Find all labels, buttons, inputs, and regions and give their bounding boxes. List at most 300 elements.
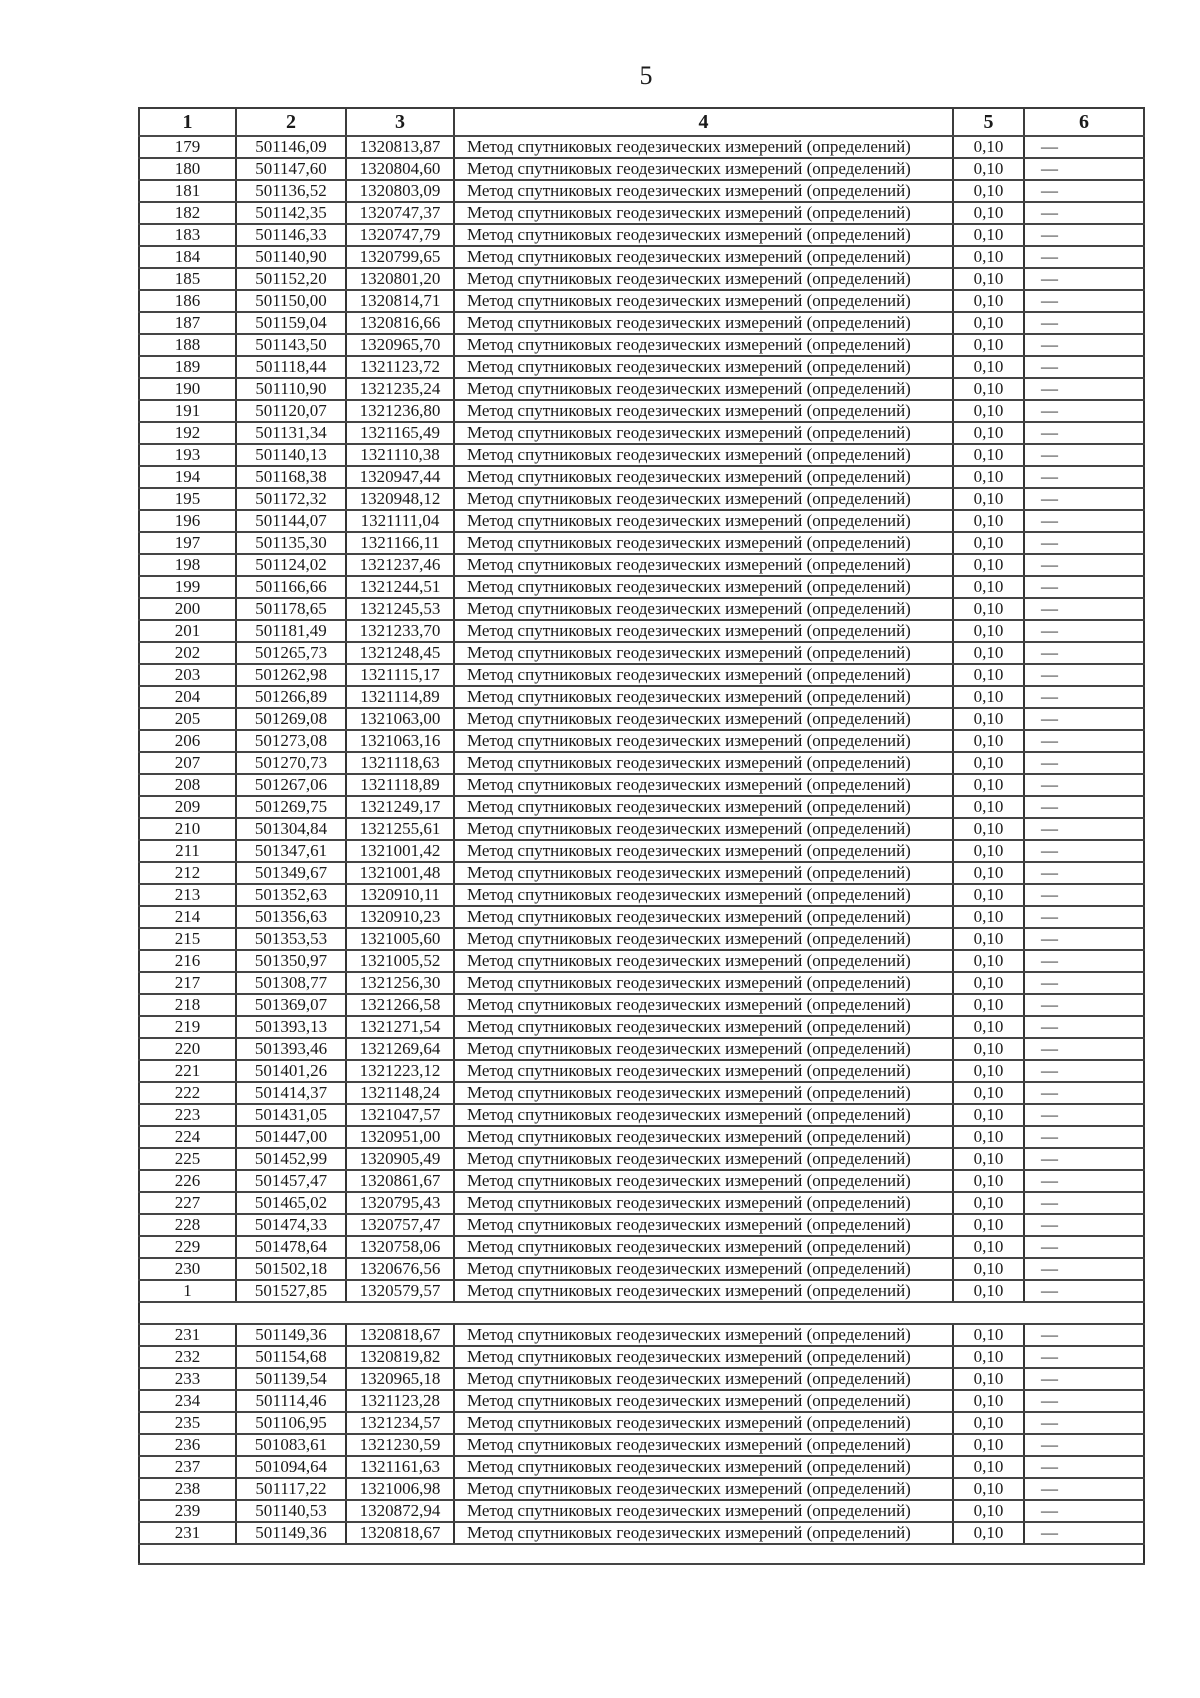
method-cell: Метод спутниковых геодезических измерений (определений) <box>454 840 953 862</box>
y-coordinate-cell: 1320905,49 <box>346 1148 454 1170</box>
table-row <box>139 1500 1144 1522</box>
y-coordinate-cell: 1320947,44 <box>346 466 454 488</box>
y-coordinate-cell: 1321001,48 <box>346 862 454 884</box>
precision-cell: 0,10 <box>953 224 1024 246</box>
dash-cell: — <box>1024 1104 1144 1126</box>
point-number-cell: 229 <box>139 1236 236 1258</box>
dash-cell: — <box>1024 1522 1144 1544</box>
method-cell: Метод спутниковых геодезических измерений (определений) <box>454 554 953 576</box>
method-cell: Метод спутниковых геодезических измерений (определений) <box>454 290 953 312</box>
y-coordinate-cell: 1320819,82 <box>346 1346 454 1368</box>
method-cell: Метод спутниковых геодезических измерений (определений) <box>454 1016 953 1038</box>
y-coordinate-cell: 1321063,16 <box>346 730 454 752</box>
x-coordinate-cell: 501349,67 <box>236 862 346 884</box>
y-coordinate-cell: 1320965,18 <box>346 1368 454 1390</box>
table-row <box>139 224 1144 246</box>
dash-cell: — <box>1024 1126 1144 1148</box>
y-coordinate-cell: 1321115,17 <box>346 664 454 686</box>
x-coordinate-cell: 501144,07 <box>236 510 346 532</box>
table-row <box>139 1148 1144 1170</box>
table-row <box>139 928 1144 950</box>
method-cell: Метод спутниковых геодезических измерений (определений) <box>454 136 953 158</box>
dash-cell: — <box>1024 752 1144 774</box>
x-coordinate-cell: 501152,20 <box>236 268 346 290</box>
x-coordinate-cell: 501146,33 <box>236 224 346 246</box>
table-row <box>139 686 1144 708</box>
precision-cell: 0,10 <box>953 1412 1024 1434</box>
point-number-cell: 201 <box>139 620 236 642</box>
point-number-cell: 218 <box>139 994 236 1016</box>
precision-cell: 0,10 <box>953 554 1024 576</box>
table-header-row <box>139 108 1144 136</box>
table-row <box>139 1478 1144 1500</box>
dash-cell: — <box>1024 554 1144 576</box>
point-number-cell: 239 <box>139 1500 236 1522</box>
x-coordinate-cell: 501352,63 <box>236 884 346 906</box>
method-cell: Метод спутниковых геодезических измерений (определений) <box>454 334 953 356</box>
method-cell: Метод спутниковых геодезических измерений (определений) <box>454 356 953 378</box>
precision-cell: 0,10 <box>953 1214 1024 1236</box>
dash-cell: — <box>1024 268 1144 290</box>
dash-cell: — <box>1024 1258 1144 1280</box>
dash-cell: — <box>1024 994 1144 1016</box>
precision-cell: 0,10 <box>953 378 1024 400</box>
y-coordinate-cell: 1321123,72 <box>346 356 454 378</box>
precision-cell: 0,10 <box>953 1236 1024 1258</box>
table-row <box>139 510 1144 532</box>
dash-cell: — <box>1024 1214 1144 1236</box>
precision-cell: 0,10 <box>953 180 1024 202</box>
dash-cell: — <box>1024 422 1144 444</box>
point-number-cell: 212 <box>139 862 236 884</box>
precision-cell: 0,10 <box>953 136 1024 158</box>
x-coordinate-cell: 501304,84 <box>236 818 346 840</box>
dash-cell: — <box>1024 1500 1144 1522</box>
dash-cell: — <box>1024 1324 1144 1346</box>
method-cell: Метод спутниковых геодезических измерений (определений) <box>454 202 953 224</box>
precision-cell: 0,10 <box>953 950 1024 972</box>
table-row <box>139 1434 1144 1456</box>
y-coordinate-cell: 1320910,11 <box>346 884 454 906</box>
method-cell: Метод спутниковых геодезических измерений (определений) <box>454 796 953 818</box>
precision-cell: 0,10 <box>953 752 1024 774</box>
point-number-cell: 199 <box>139 576 236 598</box>
table-row <box>139 1412 1144 1434</box>
dash-cell: — <box>1024 1368 1144 1390</box>
x-coordinate-cell: 501393,13 <box>236 1016 346 1038</box>
y-coordinate-cell: 1320910,23 <box>346 906 454 928</box>
precision-cell: 0,10 <box>953 1280 1024 1302</box>
precision-cell: 0,10 <box>953 268 1024 290</box>
x-coordinate-cell: 501117,22 <box>236 1478 346 1500</box>
x-coordinate-cell: 501094,64 <box>236 1456 346 1478</box>
method-cell: Метод спутниковых геодезических измерений (определений) <box>454 708 953 730</box>
y-coordinate-cell: 1320676,56 <box>346 1258 454 1280</box>
precision-cell: 0,10 <box>953 928 1024 950</box>
x-coordinate-cell: 501347,61 <box>236 840 346 862</box>
x-coordinate-cell: 501431,05 <box>236 1104 346 1126</box>
method-cell: Метод спутниковых геодезических измерений (определений) <box>454 1126 953 1148</box>
precision-cell: 0,10 <box>953 1500 1024 1522</box>
point-number-cell: 223 <box>139 1104 236 1126</box>
table-row <box>139 1192 1144 1214</box>
table-row <box>139 1016 1144 1038</box>
point-number-cell: 217 <box>139 972 236 994</box>
dash-cell: — <box>1024 532 1144 554</box>
x-coordinate-cell: 501124,02 <box>236 554 346 576</box>
precision-cell: 0,10 <box>953 1060 1024 1082</box>
method-cell: Метод спутниковых геодезических измерений (определений) <box>454 1192 953 1214</box>
point-number-cell: 234 <box>139 1390 236 1412</box>
point-number-cell: 225 <box>139 1148 236 1170</box>
method-cell: Метод спутниковых геодезических измерений (определений) <box>454 994 953 1016</box>
x-coordinate-cell: 501150,00 <box>236 290 346 312</box>
point-number-cell: 233 <box>139 1368 236 1390</box>
dash-cell: — <box>1024 202 1144 224</box>
table-row <box>139 1456 1144 1478</box>
dash-cell: — <box>1024 686 1144 708</box>
dash-cell: — <box>1024 356 1144 378</box>
y-coordinate-cell: 1320758,06 <box>346 1236 454 1258</box>
table-row <box>139 488 1144 510</box>
table-row <box>139 180 1144 202</box>
point-number-cell: 185 <box>139 268 236 290</box>
method-cell: Метод спутниковых геодезических измерений (определений) <box>454 818 953 840</box>
method-cell: Метод спутниковых геодезических измерений (определений) <box>454 730 953 752</box>
method-cell: Метод спутниковых геодезических измерений (определений) <box>454 510 953 532</box>
point-number-cell: 203 <box>139 664 236 686</box>
dash-cell: — <box>1024 664 1144 686</box>
y-coordinate-cell: 1321148,24 <box>346 1082 454 1104</box>
method-cell: Метод спутниковых геодезических измерений (определений) <box>454 576 953 598</box>
x-coordinate-cell: 501265,73 <box>236 642 346 664</box>
point-number-cell: 222 <box>139 1082 236 1104</box>
x-coordinate-cell: 501414,37 <box>236 1082 346 1104</box>
dash-cell: — <box>1024 334 1144 356</box>
point-number-cell: 219 <box>139 1016 236 1038</box>
precision-cell: 0,10 <box>953 466 1024 488</box>
column-header-1: 1 <box>139 108 236 136</box>
dash-cell: — <box>1024 312 1144 334</box>
point-number-cell: 211 <box>139 840 236 862</box>
x-coordinate-cell: 501393,46 <box>236 1038 346 1060</box>
dash-cell: — <box>1024 1478 1144 1500</box>
table-footer-empty-row <box>139 1544 1144 1564</box>
point-number-cell: 204 <box>139 686 236 708</box>
x-coordinate-cell: 501083,61 <box>236 1434 346 1456</box>
dash-cell: — <box>1024 1280 1144 1302</box>
dash-cell: — <box>1024 180 1144 202</box>
method-cell: Метод спутниковых геодезических измерений (определений) <box>454 950 953 972</box>
precision-cell: 0,10 <box>953 1192 1024 1214</box>
precision-cell: 0,10 <box>953 840 1024 862</box>
y-coordinate-cell: 1321244,51 <box>346 576 454 598</box>
point-number-cell: 227 <box>139 1192 236 1214</box>
table-row <box>139 664 1144 686</box>
precision-cell: 0,10 <box>953 906 1024 928</box>
point-number-cell: 179 <box>139 136 236 158</box>
precision-cell: 0,10 <box>953 730 1024 752</box>
method-cell: Метод спутниковых геодезических измерений (определений) <box>454 1082 953 1104</box>
dash-cell: — <box>1024 884 1144 906</box>
precision-cell: 0,10 <box>953 202 1024 224</box>
precision-cell: 0,10 <box>953 1082 1024 1104</box>
dash-cell: — <box>1024 1192 1144 1214</box>
point-number-cell: 183 <box>139 224 236 246</box>
x-coordinate-cell: 501140,13 <box>236 444 346 466</box>
x-coordinate-cell: 501136,52 <box>236 180 346 202</box>
x-coordinate-cell: 501135,30 <box>236 532 346 554</box>
precision-cell: 0,10 <box>953 1126 1024 1148</box>
dash-cell: — <box>1024 1456 1144 1478</box>
y-coordinate-cell: 1320818,67 <box>346 1522 454 1544</box>
method-cell: Метод спутниковых геодезических измерений (определений) <box>454 1280 953 1302</box>
table-row <box>139 246 1144 268</box>
method-cell: Метод спутниковых геодезических измерений (определений) <box>454 158 953 180</box>
y-coordinate-cell: 1321166,11 <box>346 532 454 554</box>
table-row <box>139 620 1144 642</box>
point-number-cell: 235 <box>139 1412 236 1434</box>
method-cell: Метод спутниковых геодезических измерений (определений) <box>454 444 953 466</box>
x-coordinate-cell: 501447,00 <box>236 1126 346 1148</box>
table-row <box>139 1258 1144 1280</box>
method-cell: Метод спутниковых геодезических измерений (определений) <box>454 906 953 928</box>
y-coordinate-cell: 1320948,12 <box>346 488 454 510</box>
method-cell: Метод спутниковых геодезических измерений (определений) <box>454 664 953 686</box>
dash-cell: — <box>1024 1390 1144 1412</box>
y-coordinate-cell: 1321248,45 <box>346 642 454 664</box>
y-coordinate-cell: 1321165,49 <box>346 422 454 444</box>
x-coordinate-cell: 501273,08 <box>236 730 346 752</box>
y-coordinate-cell: 1321005,60 <box>346 928 454 950</box>
y-coordinate-cell: 1320861,67 <box>346 1170 454 1192</box>
point-number-cell: 196 <box>139 510 236 532</box>
y-coordinate-cell: 1321249,17 <box>346 796 454 818</box>
dash-cell: — <box>1024 1038 1144 1060</box>
y-coordinate-cell: 1321047,57 <box>346 1104 454 1126</box>
method-cell: Метод спутниковых геодезических измерений (определений) <box>454 400 953 422</box>
y-coordinate-cell: 1321230,59 <box>346 1434 454 1456</box>
precision-cell: 0,10 <box>953 972 1024 994</box>
x-coordinate-cell: 501114,46 <box>236 1390 346 1412</box>
point-number-cell: 198 <box>139 554 236 576</box>
method-cell: Метод спутниковых геодезических измерений (определений) <box>454 1258 953 1280</box>
table-row <box>139 1170 1144 1192</box>
method-cell: Метод спутниковых геодезических измерений (определений) <box>454 598 953 620</box>
method-cell: Метод спутниковых геодезических измерений (определений) <box>454 1038 953 1060</box>
method-cell: Метод спутниковых геодезических измерений (определений) <box>454 1478 953 1500</box>
dash-cell: — <box>1024 444 1144 466</box>
table-row <box>139 136 1144 158</box>
table-row <box>139 862 1144 884</box>
point-number-cell: 206 <box>139 730 236 752</box>
table-row <box>139 290 1144 312</box>
point-number-cell: 231 <box>139 1522 236 1544</box>
dash-cell: — <box>1024 290 1144 312</box>
x-coordinate-cell: 501168,38 <box>236 466 346 488</box>
y-coordinate-cell: 1320872,94 <box>346 1500 454 1522</box>
point-number-cell: 197 <box>139 532 236 554</box>
table-footer-empty-row-cell <box>139 1544 1144 1564</box>
table-row <box>139 554 1144 576</box>
point-number-cell: 238 <box>139 1478 236 1500</box>
method-cell: Метод спутниковых геодезических измерений (определений) <box>454 1500 953 1522</box>
point-number-cell: 1 <box>139 1280 236 1302</box>
method-cell: Метод спутниковых геодезических измерений (определений) <box>454 1214 953 1236</box>
y-coordinate-cell: 1320757,47 <box>346 1214 454 1236</box>
point-number-cell: 195 <box>139 488 236 510</box>
method-cell: Метод спутниковых геодезических измерений (определений) <box>454 1236 953 1258</box>
dash-cell: — <box>1024 1170 1144 1192</box>
y-coordinate-cell: 1321266,58 <box>346 994 454 1016</box>
dash-cell: — <box>1024 840 1144 862</box>
table-row <box>139 532 1144 554</box>
table-row <box>139 466 1144 488</box>
x-coordinate-cell: 501106,95 <box>236 1412 346 1434</box>
y-coordinate-cell: 1321118,63 <box>346 752 454 774</box>
dash-cell: — <box>1024 642 1144 664</box>
point-number-cell: 220 <box>139 1038 236 1060</box>
precision-cell: 0,10 <box>953 1038 1024 1060</box>
y-coordinate-cell: 1321256,30 <box>346 972 454 994</box>
precision-cell: 0,10 <box>953 334 1024 356</box>
point-number-cell: 181 <box>139 180 236 202</box>
table-row <box>139 598 1144 620</box>
precision-cell: 0,10 <box>953 862 1024 884</box>
point-number-cell: 230 <box>139 1258 236 1280</box>
y-coordinate-cell: 1321123,28 <box>346 1390 454 1412</box>
dash-cell: — <box>1024 158 1144 180</box>
point-number-cell: 208 <box>139 774 236 796</box>
table-row <box>139 334 1144 356</box>
y-coordinate-cell: 1321110,38 <box>346 444 454 466</box>
table-row <box>139 1104 1144 1126</box>
precision-cell: 0,10 <box>953 312 1024 334</box>
y-coordinate-cell: 1321114,89 <box>346 686 454 708</box>
dash-cell: — <box>1024 862 1144 884</box>
point-number-cell: 232 <box>139 1346 236 1368</box>
y-coordinate-cell: 1320804,60 <box>346 158 454 180</box>
precision-cell: 0,10 <box>953 400 1024 422</box>
y-coordinate-cell: 1321234,57 <box>346 1412 454 1434</box>
y-coordinate-cell: 1320814,71 <box>346 290 454 312</box>
x-coordinate-cell: 501143,50 <box>236 334 346 356</box>
precision-cell: 0,10 <box>953 884 1024 906</box>
precision-cell: 0,10 <box>953 510 1024 532</box>
y-coordinate-cell: 1321063,00 <box>346 708 454 730</box>
point-number-cell: 205 <box>139 708 236 730</box>
y-coordinate-cell: 1320747,37 <box>346 202 454 224</box>
x-coordinate-cell: 501401,26 <box>236 1060 346 1082</box>
dash-cell: — <box>1024 950 1144 972</box>
precision-cell: 0,10 <box>953 1368 1024 1390</box>
method-cell: Метод спутниковых геодезических измерений (определений) <box>454 488 953 510</box>
point-number-cell: 194 <box>139 466 236 488</box>
y-coordinate-cell: 1321223,12 <box>346 1060 454 1082</box>
x-coordinate-cell: 501154,68 <box>236 1346 346 1368</box>
point-number-cell: 190 <box>139 378 236 400</box>
table-row <box>139 1324 1144 1346</box>
table-row <box>139 774 1144 796</box>
dash-cell: — <box>1024 576 1144 598</box>
point-number-cell: 210 <box>139 818 236 840</box>
table-row <box>139 884 1144 906</box>
point-number-cell: 191 <box>139 400 236 422</box>
precision-cell: 0,10 <box>953 488 1024 510</box>
precision-cell: 0,10 <box>953 290 1024 312</box>
method-cell: Метод спутниковых геодезических измерений (определений) <box>454 1148 953 1170</box>
table-row <box>139 796 1144 818</box>
table-row <box>139 1236 1144 1258</box>
x-coordinate-cell: 501149,36 <box>236 1522 346 1544</box>
x-coordinate-cell: 501118,44 <box>236 356 346 378</box>
x-coordinate-cell: 501474,33 <box>236 1214 346 1236</box>
dash-cell: — <box>1024 246 1144 268</box>
coordinates-table <box>138 107 1145 1565</box>
x-coordinate-cell: 501502,18 <box>236 1258 346 1280</box>
table-row <box>139 752 1144 774</box>
dash-cell: — <box>1024 1082 1144 1104</box>
method-cell: Метод спутниковых геодезических измерений (определений) <box>454 972 953 994</box>
table-row <box>139 972 1144 994</box>
x-coordinate-cell: 501140,53 <box>236 1500 346 1522</box>
precision-cell: 0,10 <box>953 1258 1024 1280</box>
precision-cell: 0,10 <box>953 356 1024 378</box>
point-number-cell: 182 <box>139 202 236 224</box>
dash-cell: — <box>1024 488 1144 510</box>
x-coordinate-cell: 501149,36 <box>236 1324 346 1346</box>
precision-cell: 0,10 <box>953 796 1024 818</box>
point-number-cell: 202 <box>139 642 236 664</box>
x-coordinate-cell: 501140,90 <box>236 246 346 268</box>
method-cell: Метод спутниковых геодезических измерений (определений) <box>454 686 953 708</box>
dash-cell: — <box>1024 796 1144 818</box>
table-row <box>139 1368 1144 1390</box>
table-row <box>139 708 1144 730</box>
column-header-3: 3 <box>346 108 454 136</box>
precision-cell: 0,10 <box>953 598 1024 620</box>
x-coordinate-cell: 501452,99 <box>236 1148 346 1170</box>
dash-cell: — <box>1024 136 1144 158</box>
dash-cell: — <box>1024 928 1144 950</box>
dash-cell: — <box>1024 774 1144 796</box>
precision-cell: 0,10 <box>953 642 1024 664</box>
y-coordinate-cell: 1320799,65 <box>346 246 454 268</box>
precision-cell: 0,10 <box>953 994 1024 1016</box>
point-number-cell: 221 <box>139 1060 236 1082</box>
precision-cell: 0,10 <box>953 1148 1024 1170</box>
y-coordinate-cell: 1320818,67 <box>346 1324 454 1346</box>
point-number-cell: 193 <box>139 444 236 466</box>
method-cell: Метод спутниковых геодезических измерений (определений) <box>454 884 953 906</box>
x-coordinate-cell: 501110,90 <box>236 378 346 400</box>
table-row <box>139 1082 1144 1104</box>
method-cell: Метод спутниковых геодезических измерений (определений) <box>454 862 953 884</box>
dash-cell: — <box>1024 510 1144 532</box>
method-cell: Метод спутниковых геодезических измерений (определений) <box>454 1368 953 1390</box>
point-number-cell: 214 <box>139 906 236 928</box>
dash-cell: — <box>1024 1148 1144 1170</box>
point-number-cell: 231 <box>139 1324 236 1346</box>
table-row <box>139 444 1144 466</box>
precision-cell: 0,10 <box>953 1522 1024 1544</box>
precision-cell: 0,10 <box>953 818 1024 840</box>
y-coordinate-cell: 1321245,53 <box>346 598 454 620</box>
x-coordinate-cell: 501267,06 <box>236 774 346 796</box>
dash-cell: — <box>1024 400 1144 422</box>
y-coordinate-cell: 1321235,24 <box>346 378 454 400</box>
table-row <box>139 202 1144 224</box>
